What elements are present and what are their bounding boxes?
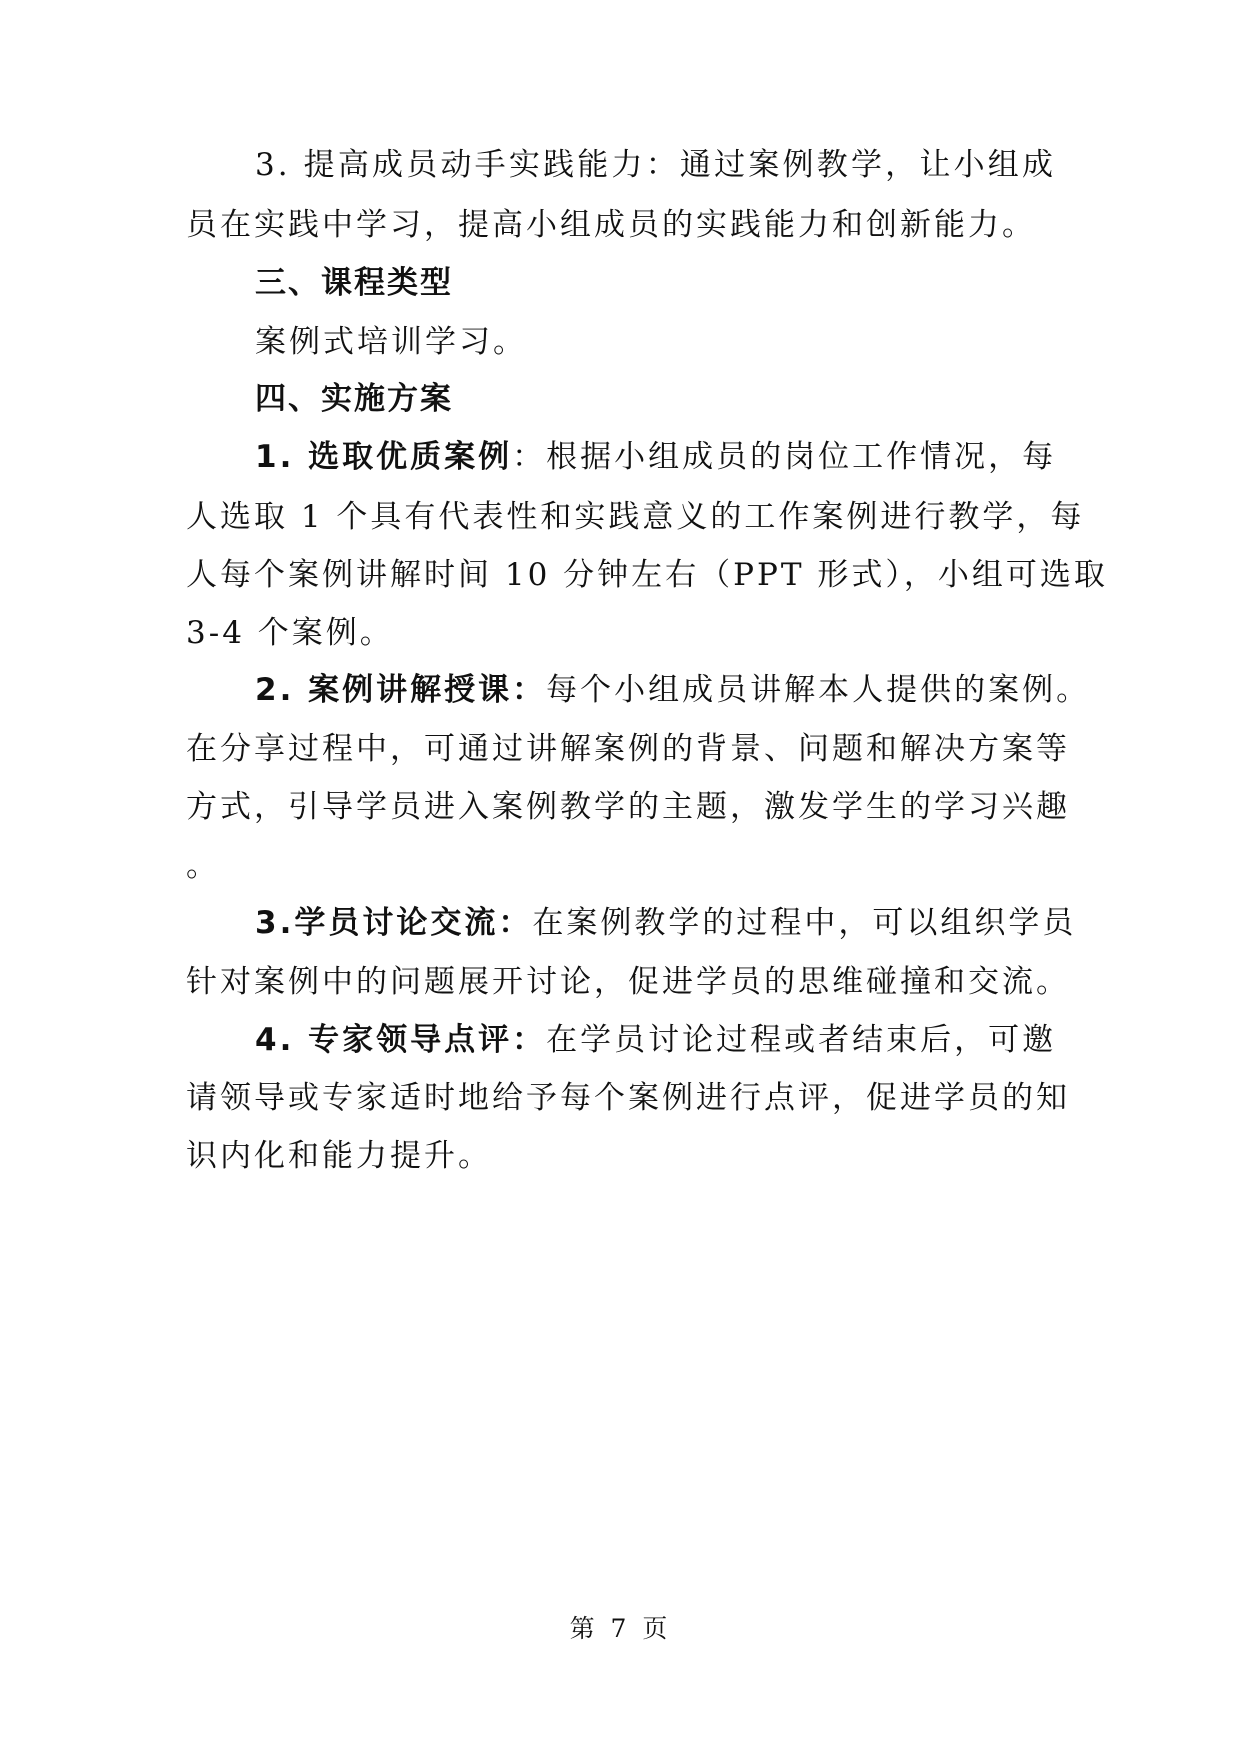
plan-item-4-line-3: 识内化和能力提升。: [186, 1138, 492, 1174]
section-3-body: 案例式培训学习。: [255, 324, 527, 360]
plan-item-4-line-2: 请领导或专家适时地给予每个案例进行点评，促进学员的知: [186, 1080, 1070, 1116]
plan-item-1-line-2: 人选取 1 个具有代表性和实践意义的工作案例进行教学，每: [186, 499, 1085, 535]
plan-item-2-line-3: 方式，引导学员进入案例教学的主题，激发学生的学习兴趣: [186, 789, 1070, 825]
plan-item-3-line-1: [255, 903, 1077, 943]
section-4-heading: 四、实施方案: [255, 381, 453, 417]
plan-item-4-text: 在学员讨论过程或者结束后，可邀: [546, 1022, 1057, 1058]
plan-item-3-text: 在案例教学的过程中，可以组织学员: [532, 905, 1077, 941]
plan-item-4-line-1: [255, 1020, 1056, 1060]
plan-item-2-line-1: [255, 670, 1091, 710]
goal-3-line-2: 员在实践中学习，提高小组成员的实践能力和创新能力。: [186, 207, 1036, 243]
plan-item-4-label: 4. 专家领导点评：: [255, 1022, 547, 1058]
plan-item-1-label: 1. 选取优质案例: [255, 439, 513, 475]
section-3-heading: 三、课程类型: [255, 265, 453, 301]
plan-item-3-label: 3.学员讨论交流：: [255, 905, 533, 941]
plan-item-2-line-2: 在分享过程中，可通过讲解案例的背景、问题和解决方案等: [186, 731, 1070, 767]
plan-item-1-text: ：根据小组成员的岗位工作情况，每: [512, 439, 1057, 475]
plan-item-2-label: 2. 案例讲解授课：: [255, 672, 547, 708]
plan-item-1-line-4: 3-4 个案例。: [186, 615, 394, 651]
goal-3-line-1: 3. 提高成员动手实践能力：通过案例教学，让小组成: [255, 147, 1056, 183]
plan-item-1-line-1: [255, 437, 1056, 477]
page-number: 第 7 页: [569, 1614, 672, 1643]
plan-item-3-line-2: 针对案例中的问题展开讨论，促进学员的思维碰撞和交流。: [186, 964, 1070, 1000]
plan-item-2-line-4: 。: [186, 848, 220, 884]
plan-item-1-line-3: 人每个案例讲解时间 10 分钟左右（PPT 形式），小组可选取: [186, 557, 1108, 593]
plan-item-2-text: 每个小组成员讲解本人提供的案例。: [546, 672, 1091, 708]
